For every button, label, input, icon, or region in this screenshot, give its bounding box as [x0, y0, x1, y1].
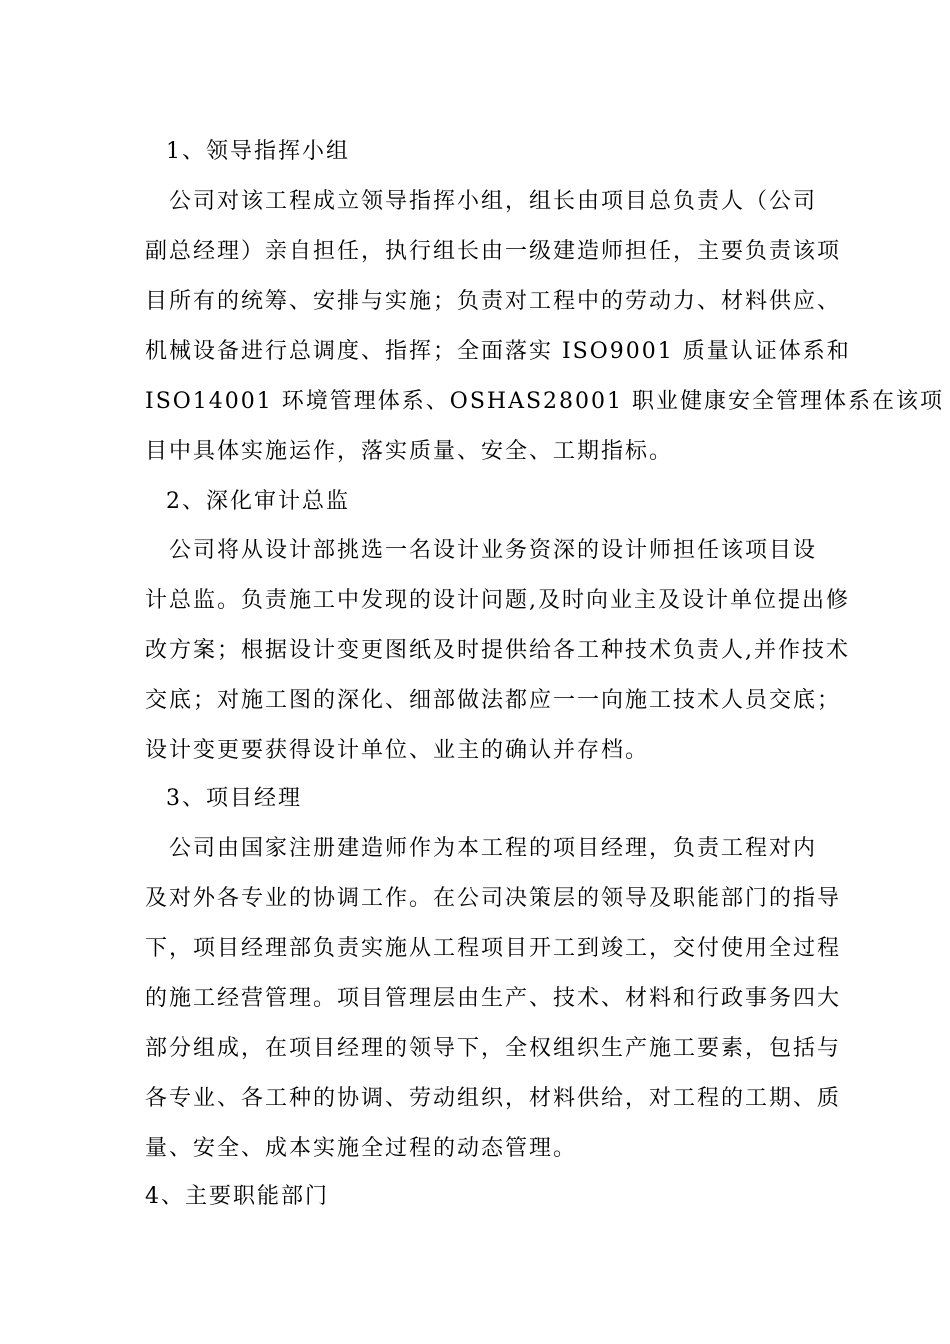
body-line: 目中具体实施运作，落实质量、安全、工期指标。	[145, 439, 674, 464]
body-line: ISO14001 环境管理体系、OSHAS28001 职业健康安全管理体系在该项	[145, 389, 945, 414]
body-line: 副总经理）亲自担任，执行组长由一级建造师担任，主要负责该项	[145, 239, 842, 264]
body-line: 机械设备进行总调度、指挥；全面落实 ISO9001 质量认证体系和	[145, 339, 851, 364]
body-line: 设计变更要获得设计单位、业主的确认并存档。	[145, 738, 650, 763]
section-3-body	[145, 824, 842, 1174]
body-line: 改方案；根据设计变更图纸及时提供给各工种技术负责人,并作技术	[145, 638, 850, 663]
section-2-body	[145, 526, 850, 776]
body-line: 交底；对施工图的深化、细部做法都应一一向施工技术人员交底；	[145, 688, 842, 713]
body-line: 部分组成，在项目经理的领导下，全权组织生产施工要素，包括与	[145, 1036, 842, 1061]
section-2-heading: 2、深化审计总监	[166, 489, 350, 514]
body-line: 公司对该工程成立领导指挥小组，组长由项目总负责人（公司	[145, 189, 818, 214]
body-line: 量、安全、成本实施全过程的动态管理。	[145, 1136, 578, 1161]
body-line: 计总监。负责施工中发现的设计问题,及时向业主及设计单位提出修	[145, 588, 850, 613]
body-line: 公司将从设计部挑选一名设计业务资深的设计师担任该项目设	[145, 538, 818, 563]
section-1-heading: 1、领导指挥小组	[166, 139, 350, 164]
body-line: 下，项目经理部负责实施从工程项目开工到竣工，交付使用全过程	[145, 936, 842, 961]
section-1-body	[145, 177, 945, 477]
body-line: 各专业、各工种的协调、劳动组织，材料供给，对工程的工期、质	[145, 1086, 842, 1111]
body-line: 公司由国家注册建造师作为本工程的项目经理，负责工程对内	[145, 836, 818, 861]
section-3-heading: 3、项目经理	[166, 786, 302, 811]
body-line: 目所有的统筹、安排与实施；负责对工程中的劳动力、材料供应、	[145, 289, 842, 314]
body-line: 的施工经营管理。项目管理层由生产、技术、材料和行政事务四大	[145, 986, 842, 1011]
section-4-heading: 4、主要职能部门	[145, 1184, 329, 1209]
body-line: 及对外各专业的协调工作。在公司决策层的领导及职能部门的指导	[145, 886, 842, 911]
